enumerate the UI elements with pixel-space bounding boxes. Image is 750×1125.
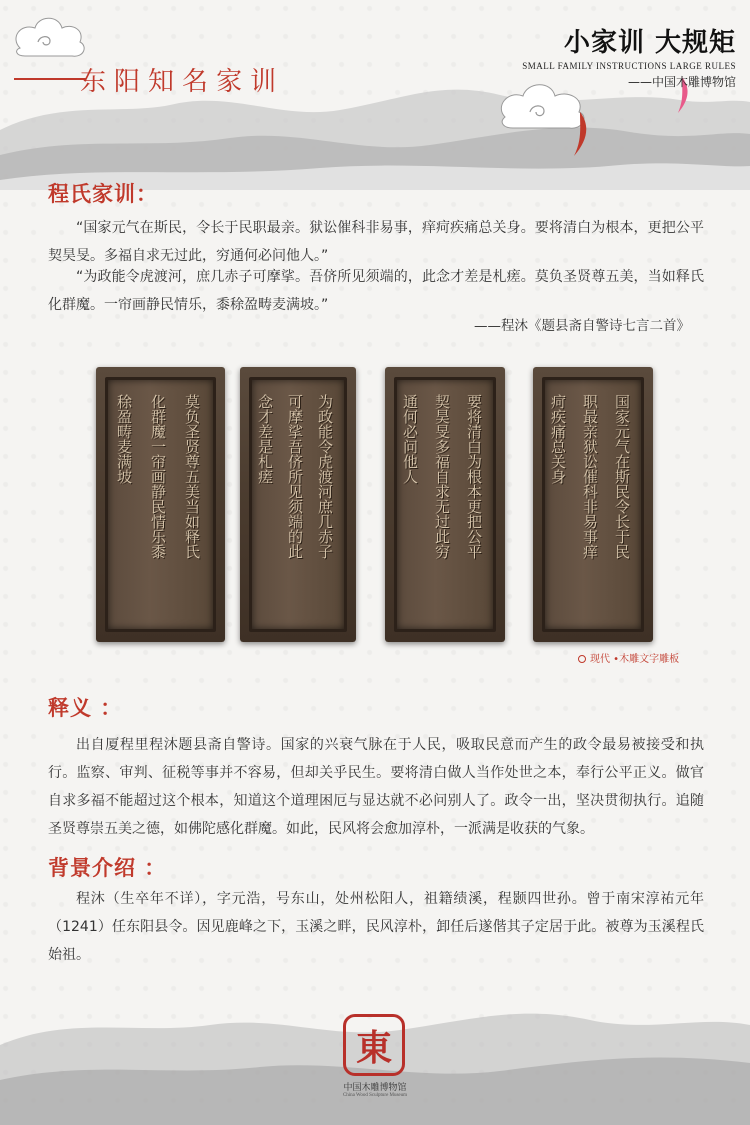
- banner-char: 训: [250, 66, 279, 97]
- footer-museum-english: China Wood Sculpture Museum: [342, 1093, 408, 1098]
- panel-column: 国家元气在斯民令长于民: [613, 394, 631, 559]
- wood-panel: [533, 367, 653, 642]
- banner-title: [80, 60, 360, 98]
- banner-char: 家: [216, 66, 245, 97]
- banner-char: 知: [148, 66, 177, 97]
- panel-column: 莫负圣贤尊五美当如释氏: [183, 394, 201, 559]
- panel-column: 契昊旻多福自求无过此穷: [433, 394, 451, 559]
- cloud-ornament-icon: [10, 8, 90, 68]
- museum-seal-logo: [343, 1014, 405, 1076]
- panel-column: 通何必问他人: [401, 394, 419, 484]
- panel-column: 化群魔一帘画静民情乐黍: [149, 394, 167, 559]
- banner-char: 东: [80, 66, 109, 97]
- brand-slogan: 小家训 大规矩: [563, 28, 736, 58]
- wood-panel: [240, 367, 356, 642]
- section-title-interpretation: 释义 ：: [48, 696, 123, 720]
- panel-caption: [578, 650, 679, 665]
- panel-column: 职最亲狱讼催科非易事痒: [581, 394, 599, 559]
- panel-caption-text: 现代 •木雕文字雕板: [590, 654, 680, 665]
- poem-citation: ——程沐《题县斋自警诗七言二首》: [474, 318, 690, 334]
- brand-slogan-english: SMALL FAMILY INSTRUCTIONS LARGE RULES: [522, 61, 736, 71]
- seal-character: 東: [355, 1026, 392, 1069]
- header-rule-left: [14, 78, 86, 80]
- panel-column: 稌盈畴麦满坡: [115, 394, 133, 484]
- footer-museum-name: 中国木雕博物馆: [343, 1083, 407, 1093]
- wood-panel: [385, 367, 505, 642]
- panel-column: 为政能令虎渡河庶几赤子: [316, 394, 334, 559]
- poem-paragraph-1: “国家元气在斯民，令长于民职最亲。狱讼催科非易事，痒疴疾痛总关身。要将清白为根本，更把公平契昊旻。多福自求无过此，穷通何必问他人。”: [48, 220, 704, 264]
- poem-paragraph-2: “为政能令虎渡河，庶几赤子可摩挲。吾侪所见须端的，此念才差是札瘥。莫负圣贤尊五美，当如释氏化群魔。一帘画静民情乐，黍稌盈畴麦满坡。”: [48, 269, 704, 313]
- circle-bullet-icon: [578, 655, 586, 663]
- brand-museum: ——中国木雕博物馆: [627, 75, 736, 89]
- background-paragraph: 程沐（生卒年不详），字元浩，号东山，处州松阳人，祖籍绩溪，程颢四世孙。曾于南宋淳祐元年（1241）任东阳县令。因见鹿峰之下，玉溪之畔，民风淳朴，卸任后遂偕其子定居于此。被尊为玉溪程氏始祖。: [48, 891, 704, 963]
- section-title-cheng-family: 程氏家训：: [48, 182, 158, 206]
- panel-column: 疴疾痛总关身: [549, 394, 567, 484]
- banner-char: 阳: [114, 66, 143, 97]
- banner-char: 名: [182, 66, 211, 97]
- interpretation-paragraph: 出自厦程里程沐题县斋自警诗。国家的兴衰气脉在于人民，吸取民意而产生的政令最易被接受和执行。监察、审判、征税等事并不容易，但却关乎民生。要将清白做人当作处世之本，奉行公平正义。做官自求多福不能超过这个根本，知道这个道理困厄与显达就不必问别人了。政令一出，坚决贯彻执行。追随圣贤尊崇五美之德，如佛陀感化群魔。如此，民风将会愈加淳朴，一派满是收获的气象。: [48, 737, 704, 837]
- wood-panel: [96, 367, 225, 642]
- red-swoosh-icon: [560, 110, 600, 160]
- panel-column: 可摩挲吾侪所见须端的此: [286, 394, 304, 559]
- panel-column: 要将清白为根本更把公平: [465, 394, 483, 559]
- brand-block: [522, 22, 736, 90]
- panel-column: 念才差是札瘥: [256, 394, 274, 484]
- section-title-background: 背景介绍 ：: [48, 856, 167, 880]
